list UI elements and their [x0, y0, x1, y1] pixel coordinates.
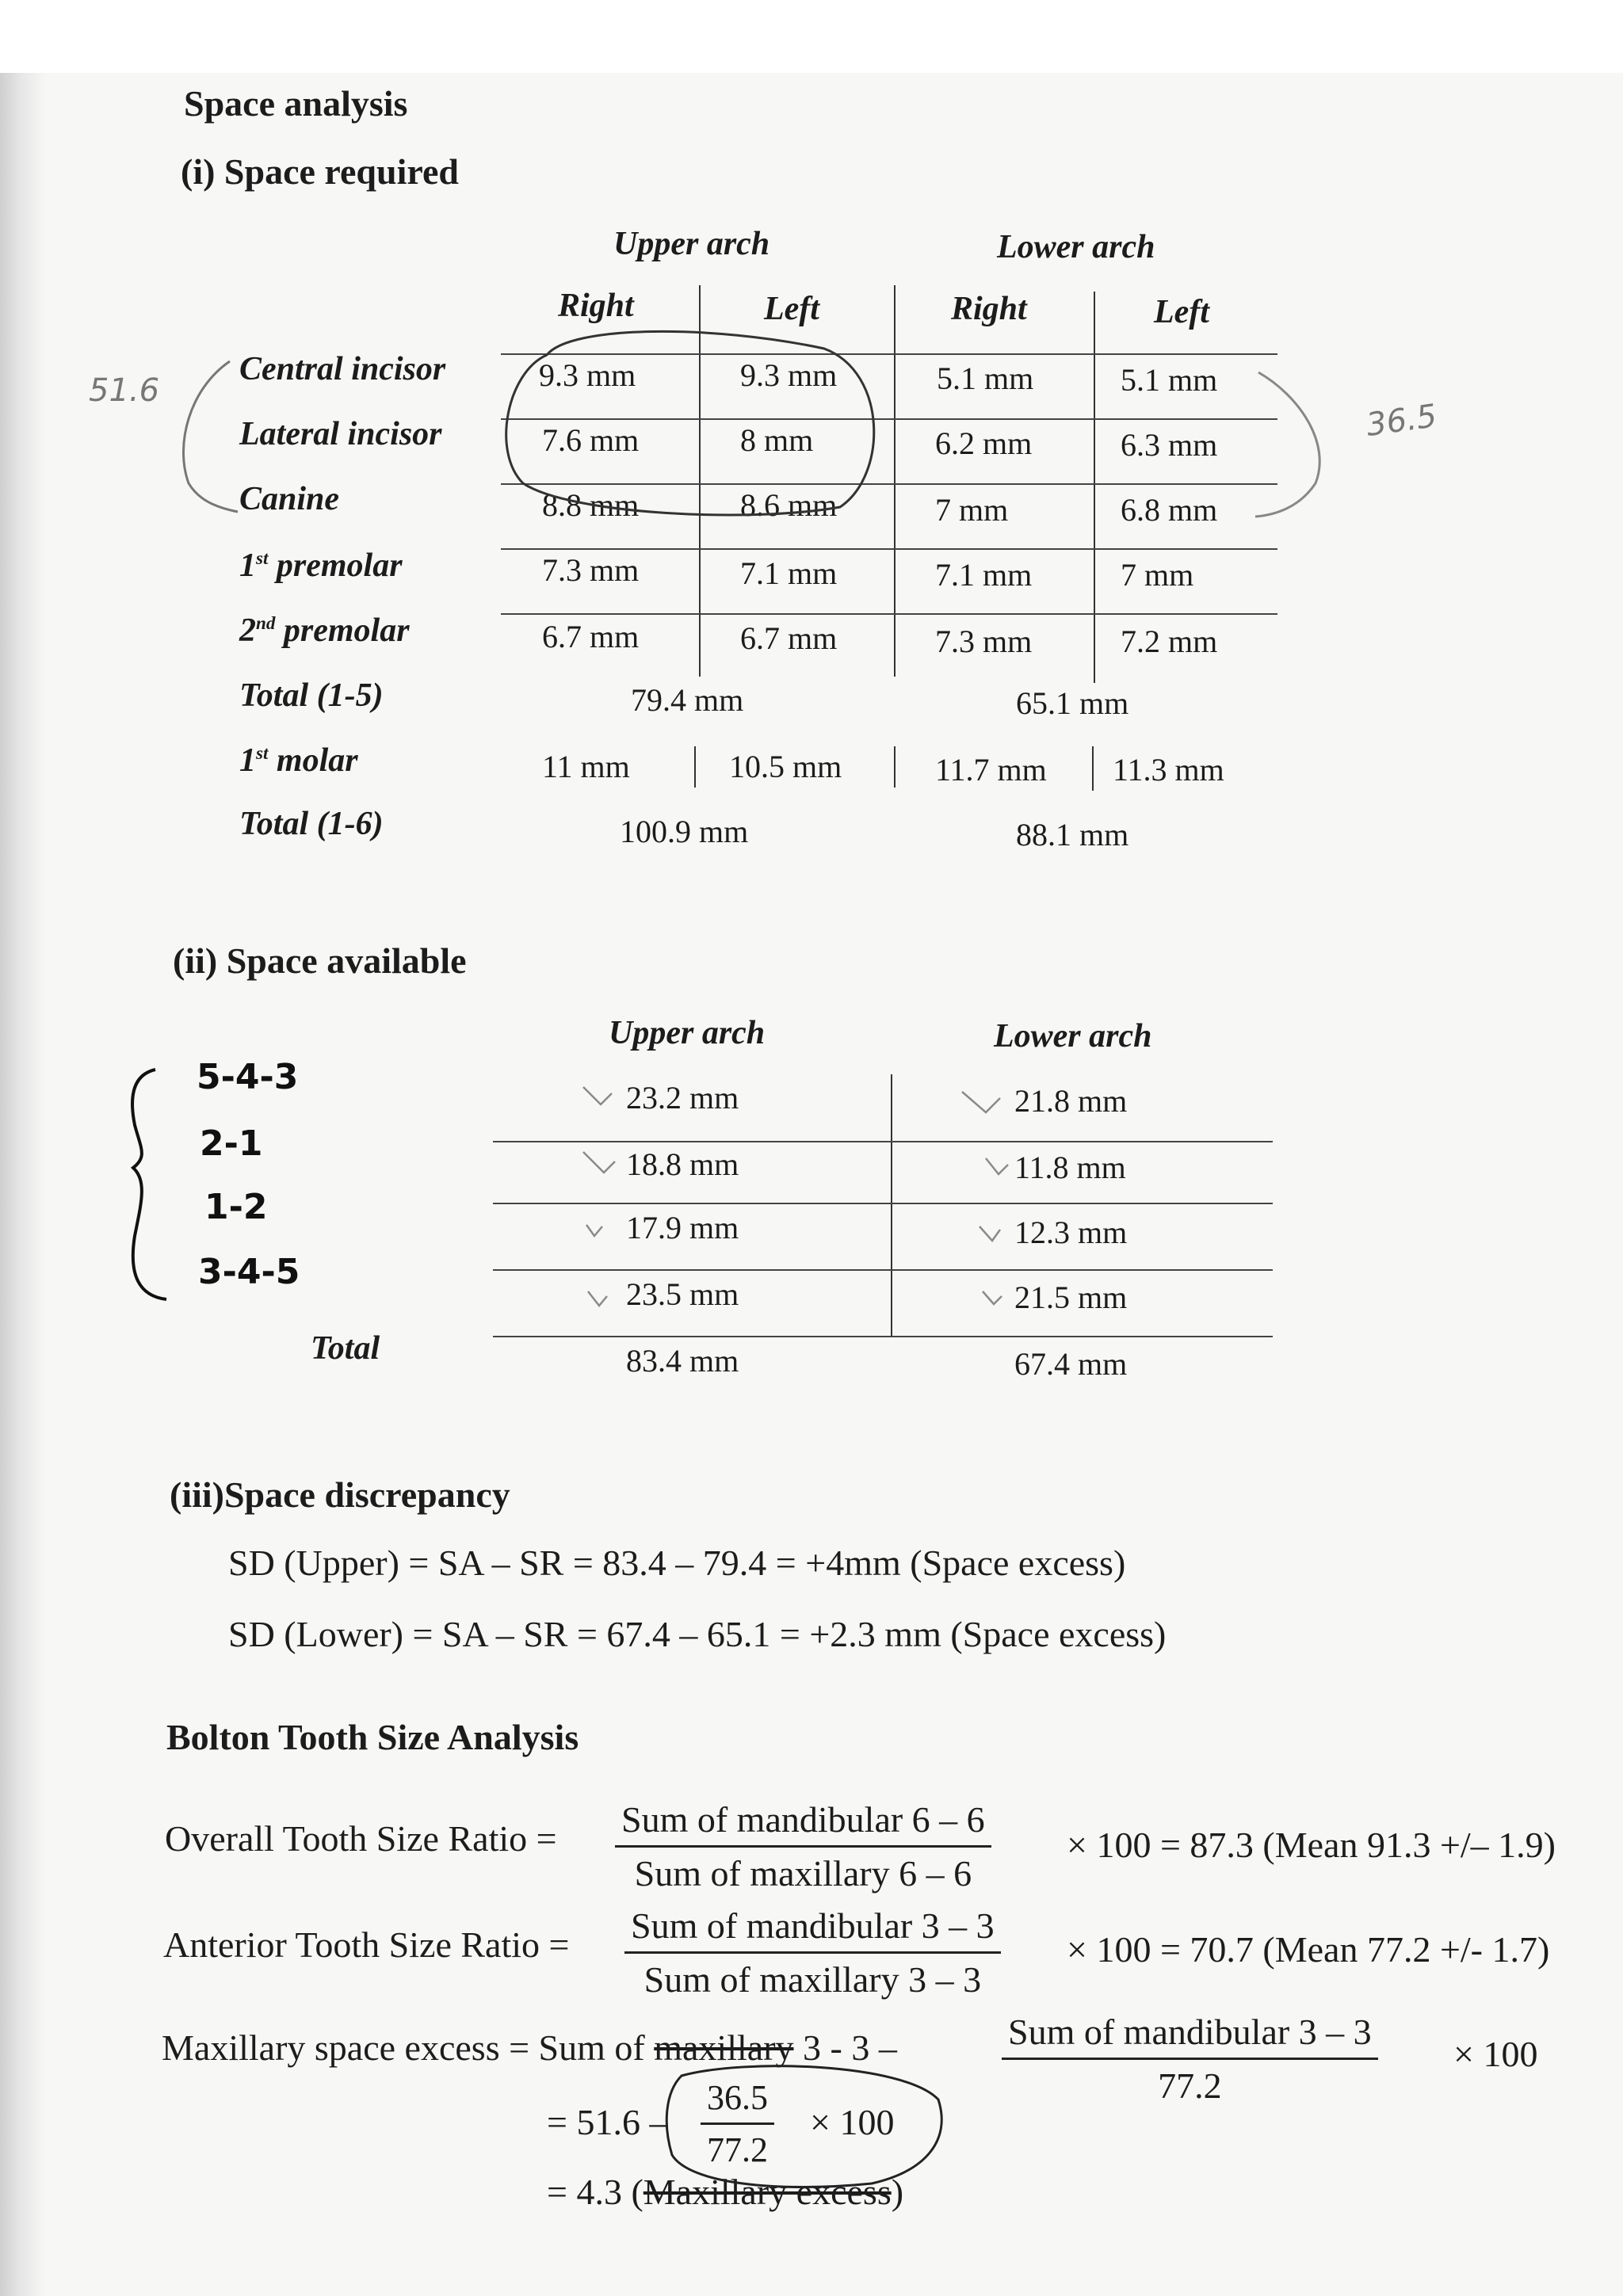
- step1-circle: [666, 2066, 941, 2187]
- section-title-bolton: Bolton Tooth Size Analysis: [166, 1717, 579, 1757]
- cell-upper: 17.9 mm: [626, 1210, 739, 1245]
- cell-lower-left: 7 mm: [1121, 557, 1194, 593]
- cell-lower-left: 7.2 mm: [1121, 624, 1218, 659]
- cell-lower-right: 7.1 mm: [935, 557, 1033, 593]
- cell-upper-left: 8.6 mm: [740, 487, 838, 523]
- cell-upper-left: 8 mm: [740, 422, 814, 458]
- overall-ratio-result: × 100 = 87.3 (Mean 91.3 +/– 1.9): [1067, 1825, 1556, 1865]
- col-group-upper-arch: Upper arch: [609, 1015, 766, 1051]
- anterior-ratio-result: × 100 = 70.7 (Mean 77.2 +/- 1.7): [1067, 1929, 1550, 1970]
- left-pencil-bracket: [183, 361, 238, 512]
- step1-prefix: = 51.6 –: [547, 2102, 668, 2142]
- upper-anterior-circle: [506, 331, 874, 515]
- col-group-lower-arch: Lower arch: [997, 229, 1155, 265]
- cell-upper-left: 7.1 mm: [740, 555, 838, 591]
- molar-upper-left: 10.5 mm: [729, 749, 842, 784]
- fraction-denominator: 77.2: [707, 2130, 768, 2169]
- cell-upper-right: 8.8 mm: [542, 487, 640, 523]
- row-label-total-1-5: Total (1-5): [239, 677, 384, 714]
- cell-upper-right: 7.6 mm: [542, 422, 640, 458]
- section-title-space-discrepancy: (iii)Space discrepancy: [170, 1474, 510, 1515]
- row-label-first-premolar: 1st premolar: [239, 547, 403, 584]
- cell-lower: 21.5 mm: [1014, 1280, 1128, 1315]
- row-label-first-molar: 1st molar: [239, 742, 358, 779]
- maxillary-excess-line: Maxillary space excess = Sum of maxillary 3 - 3 –: [162, 2027, 897, 2068]
- fraction-numerator: 36.5: [701, 2077, 774, 2125]
- sd-lower-equation: SD (Lower) = SA – SR = 67.4 – 65.1 = +2.3 mm (Space excess): [228, 1614, 1167, 1654]
- col-upper-left: Left: [764, 291, 819, 327]
- total-1-6-upper: 100.9 mm: [620, 814, 749, 849]
- sd-upper-equation: SD (Upper) = SA – SR = 83.4 – 79.4 = +4mm (Space excess): [228, 1543, 1126, 1583]
- cell-upper-right: 9.3 mm: [539, 357, 636, 393]
- total-lower: 67.4 mm: [1014, 1346, 1128, 1382]
- cell-lower-left: 6.8 mm: [1121, 492, 1218, 528]
- cell-lower: 12.3 mm: [1014, 1215, 1128, 1250]
- row-label-second-premolar: 2nd premolar: [239, 612, 410, 649]
- row-label-lateral-incisor: Lateral incisor: [239, 416, 442, 452]
- handwritten-segment: 2-1: [200, 1123, 263, 1164]
- fraction-numerator: Sum of mandibular 6 – 6: [615, 1798, 991, 1848]
- col-lower-left: Left: [1154, 294, 1209, 330]
- col-group-upper-arch: Upper arch: [613, 226, 770, 262]
- total-1-5-upper: 79.4 mm: [631, 682, 744, 718]
- molar-lower-left: 11.3 mm: [1113, 752, 1224, 788]
- section-title-space-required: (i) Space required: [181, 151, 459, 192]
- step2-result: = 4.3 (Maxillary excess): [547, 2172, 904, 2212]
- cell-lower-left: 5.1 mm: [1121, 362, 1218, 398]
- total-1-6-lower: 88.1 mm: [1016, 817, 1129, 852]
- handwritten-upper-sum: 51.6: [89, 372, 160, 409]
- cell-lower-right: 7 mm: [935, 492, 1009, 528]
- handwritten-segment: 3-4-5: [198, 1252, 300, 1292]
- col-group-lower-arch: Lower arch: [994, 1018, 1152, 1055]
- cell-lower: 21.8 mm: [1014, 1083, 1128, 1119]
- cell-upper: 23.2 mm: [626, 1080, 739, 1116]
- fraction-numerator: Sum of mandibular 3 – 3: [624, 1905, 1001, 1954]
- right-pencil-bracket: [1255, 372, 1319, 517]
- handwritten-segment: 1-2: [204, 1187, 268, 1227]
- anterior-ratio-label: Anterior Tooth Size Ratio =: [163, 1924, 570, 1965]
- cell-upper-left: 6.7 mm: [740, 620, 838, 656]
- cell-upper: 18.8 mm: [626, 1146, 739, 1182]
- row-label-total: Total: [311, 1330, 380, 1367]
- total-upper: 83.4 mm: [626, 1343, 739, 1379]
- maxillary-excess-times: × 100: [1453, 2034, 1538, 2074]
- fraction-denominator: Sum of maxillary 3 – 3: [643, 1959, 982, 2000]
- cell-lower: 11.8 mm: [1014, 1150, 1126, 1185]
- page-heading: Space analysis: [184, 83, 408, 124]
- fraction-denominator: 77.2: [1158, 2065, 1222, 2106]
- row-label-central-incisor: Central incisor: [239, 351, 446, 387]
- col-upper-right: Right: [558, 288, 634, 324]
- cell-lower-left: 6.3 mm: [1121, 427, 1218, 463]
- cell-lower-right: 5.1 mm: [937, 360, 1034, 396]
- cell-upper-left: 9.3 mm: [740, 357, 838, 393]
- cell-upper-right: 6.7 mm: [542, 619, 640, 654]
- fraction-denominator: Sum of maxillary 6 – 6: [634, 1853, 972, 1894]
- cell-lower-right: 7.3 mm: [935, 624, 1033, 659]
- molar-upper-right: 11 mm: [542, 749, 630, 784]
- row-label-total-1-6: Total (1-6): [239, 806, 384, 842]
- cell-lower-right: 6.2 mm: [935, 425, 1033, 461]
- col-lower-right: Right: [951, 291, 1027, 327]
- handwritten-segment-bracket: [132, 1070, 166, 1299]
- cell-upper: 23.5 mm: [626, 1276, 739, 1312]
- overall-ratio-label: Overall Tooth Size Ratio =: [165, 1818, 557, 1859]
- section-title-space-available: (ii) Space available: [173, 940, 467, 981]
- molar-lower-right: 11.7 mm: [935, 752, 1047, 788]
- fraction-numerator: Sum of mandibular 3 – 3: [1002, 2011, 1378, 2060]
- handwritten-lower-sum: 36.5: [1364, 398, 1439, 444]
- pencil-tick-marks: [583, 1087, 1008, 1306]
- handwritten-segment: 5-4-3: [197, 1057, 299, 1097]
- step1-times: × 100: [810, 2102, 895, 2142]
- row-label-canine: Canine: [239, 481, 340, 517]
- total-1-5-lower: 65.1 mm: [1016, 685, 1129, 721]
- cell-upper-right: 7.3 mm: [542, 552, 640, 588]
